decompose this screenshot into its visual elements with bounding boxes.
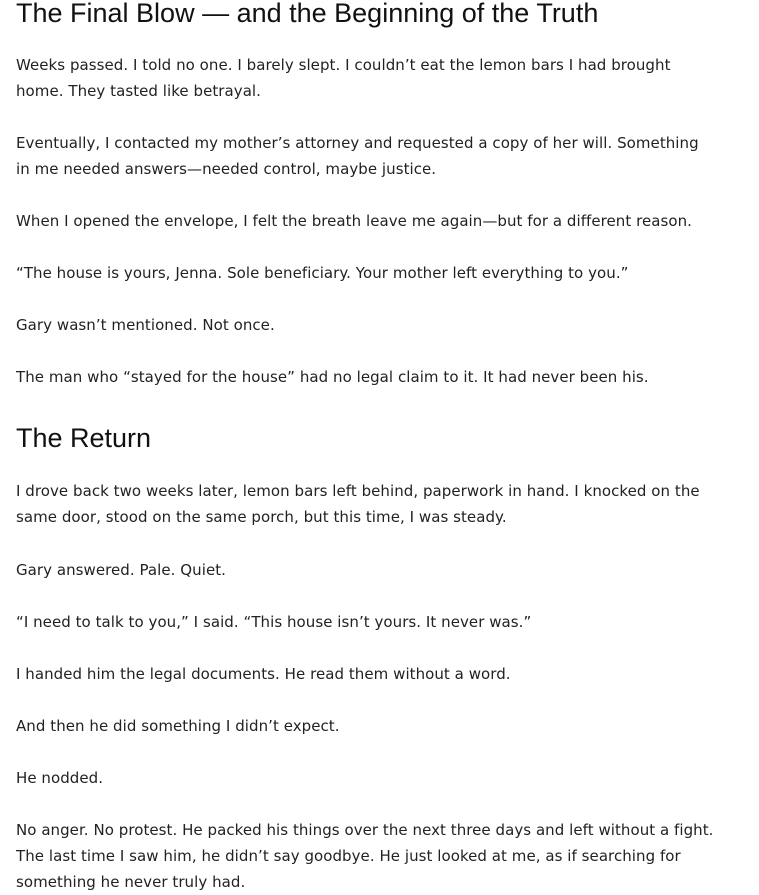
paragraph: Gary answered. Pale. Quiet. (16, 561, 226, 579)
paragraph: Eventually, I contacted my mother’s attorney and requested a copy of her will. Something in me needed answers—needed control, maybe justice. (16, 134, 699, 178)
paragraph: When I opened the envelope, I felt the breath leave me again—but for a different reason. (16, 212, 692, 230)
paragraph: No anger. No protest. He packed his things over the next three days and left without a fight. The last time I saw him, he didn’t say goodbye. He just looked at me, as if searching for something he never truly had. (16, 821, 714, 891)
paragraph: And then he did something I didn’t expect. (16, 717, 340, 735)
paragraph: Weeks passed. I told no one. I barely slept. I couldn’t eat the lemon bars I had brought home. They tasted like betrayal. (16, 56, 671, 100)
paragraph: He nodded. (16, 769, 104, 787)
paragraph: “I need to talk to you,” I said. “This house isn’t yours. It never was.” (16, 613, 532, 631)
paragraph: Gary wasn’t mentioned. Not once. (16, 316, 275, 334)
paragraph: The man who “stayed for the house” had no legal claim to it. It had never been his. (16, 368, 649, 386)
paragraph: I handed him the legal documents. He read them without a word. (16, 665, 511, 683)
section-heading-the-return: The Return (16, 423, 152, 453)
paragraph: “The house is yours, Jenna. Sole beneficiary. Your mother left everything to you.” (16, 264, 629, 282)
paragraph: I drove back two weeks later, lemon bars left behind, paperwork in hand. I knocked on the same door, stood on the same porch, but this time, I was steady. (16, 482, 700, 526)
section-heading-final-blow: The Final Blow — and the Beginning of the Truth (16, 0, 599, 28)
